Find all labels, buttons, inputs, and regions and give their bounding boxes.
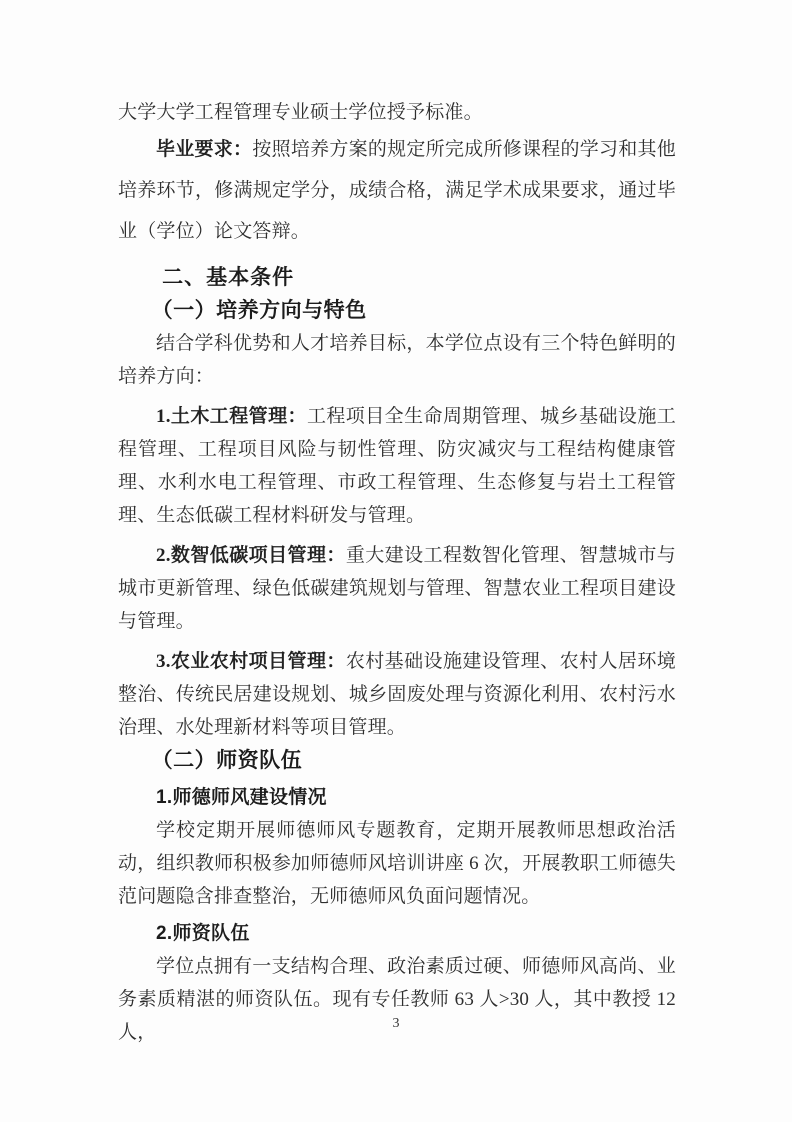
paragraph-text: 农村基础设施建设管理、农村人居环境整治、传统民居建设规划、城乡固废处理与资源化利用、农村污水治理、水处理新材料等项目管理。	[118, 651, 676, 738]
paragraph-text: 工程项目全生命周期管理、城乡基础设施工程管理、工程项目风险与韧性管理、防灾减灾与工程结构健康管理、水利水电工程管理、市政工程管理、生态修复与岩土工程管理、生态低碳工程材料研发与管理。	[118, 406, 676, 526]
page-content	[118, 96, 676, 1049]
heading-training-direction: （一）培养方向与特色	[151, 299, 367, 322]
paragraph-text: 按照培养方案的规定所完成所修课程的学习和其他培养环节，修满规定学分，成绩合格，满足学术成果要求，通过毕业（学位）论文答辩。	[118, 139, 676, 242]
paragraph-teacher-ethics-detail: 学校定期开展师德师风专题教育，定期开展教师思想政治活动，组织教师积极参加师德师风培训讲座 6 次，开展教职工师德失范问题隐含排查整治，无师德师风负面问题情况。	[118, 820, 676, 907]
paragraph-civil-engineering-management	[118, 400, 676, 532]
paragraph-lead: 3.农业农村项目管理：	[156, 651, 346, 672]
heading-basic-conditions: 二、基本条件	[162, 266, 295, 289]
heading-teacher-ethics: 1.师德师风建设情况	[156, 787, 327, 808]
paragraph-lead: 2.数智低碳项目管理：	[156, 545, 346, 566]
paragraph-direction-intro: 结合学科优势和人才培养目标，本学位点设有三个特色鲜明的培养方向：	[118, 333, 676, 387]
paragraph-text: 重大建设工程数智化管理、智慧城市与城市更新管理、绿色低碳建筑规划与管理、智慧农业工程项目建设与管理。	[118, 545, 676, 632]
paragraph-graduation-requirements	[118, 129, 676, 252]
paragraph-digital-lowcarbon-management	[118, 539, 676, 638]
paragraph-faculty-detail: 学位点拥有一支结构合理、政治素质过硬、师德师风高尚、业务素质精湛的师资队伍。现有专任教师 63 人>30 人，其中教授 12 人，	[118, 956, 676, 1043]
paragraph-lead: 1.土木工程管理：	[156, 406, 307, 427]
heading-faculty-team: （二）师资队伍	[151, 749, 303, 772]
paragraph-agriculture-rural-management	[118, 645, 676, 744]
paragraph-continuation: 大学大学工程管理专业硕士学位授予标准。	[118, 102, 483, 123]
heading-faculty: 2.师资队伍	[156, 923, 250, 944]
page-number: 3	[392, 1016, 400, 1031]
paragraph-lead: 毕业要求：	[156, 139, 253, 160]
